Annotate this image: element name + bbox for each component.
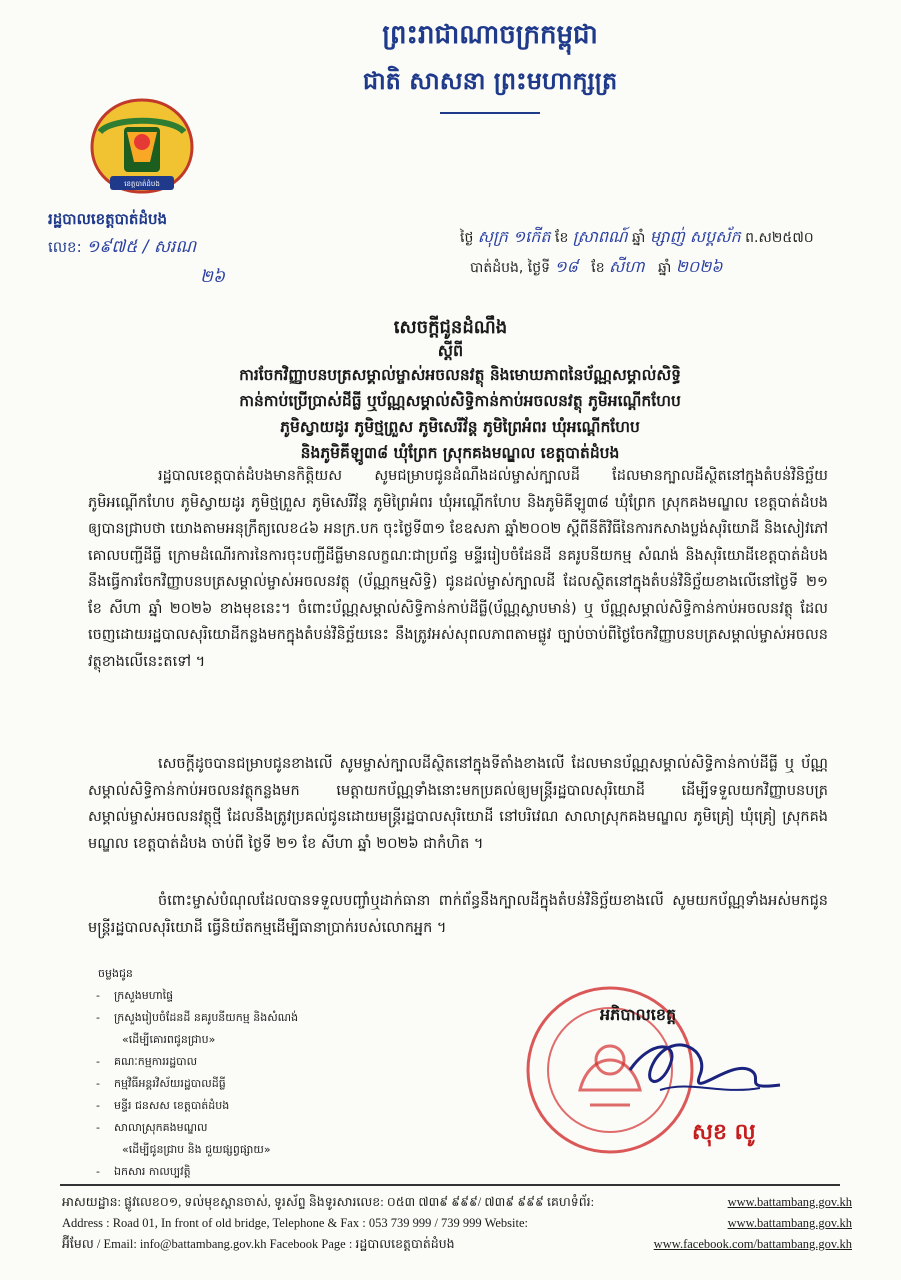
sender-organization: រដ្ឋបាលខេត្តបាត់ដំបង — [48, 210, 168, 228]
ref-prefix: លេខ: — [48, 238, 82, 256]
subject-line: ការចែកវិញ្ញាបនបត្រសម្គាល់ម្ចាស់អចលនវត្ថុ និងមោឃភាពនៃប័ណ្ណសម្គាល់សិទ្ធិ — [239, 366, 681, 384]
ref-number: ១៩៧៥ / សរណ — [86, 237, 197, 257]
recipient-note: «ដើម្បីគោរពជូនជ្រាប» — [122, 1033, 216, 1046]
year-prefix: ឆ្នាំ — [657, 260, 672, 276]
lunar-year: ម្សាញ់ សប្តស័ក — [649, 227, 741, 246]
emblem-label: ខេត្តបាត់ដំបង — [124, 180, 160, 188]
lunar-day: សុក្រ ១កើត — [477, 227, 551, 246]
gregorian-date — [470, 256, 723, 280]
lunar-year-prefix: ឆ្នាំ — [632, 230, 646, 246]
website-link[interactable]: www.battambang.gov.kh — [727, 1216, 852, 1230]
subject-line: ភូមិស្វាយដូរ ភូមិថ្មព្រួស ភូមិសេរីវ័ន្ត ភូមិព្រៃអំពរ ឃុំអណ្តើកហែប — [280, 418, 640, 436]
header-divider — [440, 112, 540, 114]
handwritten-signature-icon — [620, 1030, 790, 1110]
place-prefix: បាត់ដំបង, ថ្ងៃទី — [470, 260, 550, 276]
ref-year: ២៦ — [200, 267, 225, 287]
address-en: Address : Road 01, In front of old bridge, Telephone & Fax : 053 739 999 / 739 999 Website: — [62, 1216, 529, 1230]
document-subtitle: ស្តីពី — [437, 341, 464, 360]
recipients-list — [88, 963, 298, 1183]
document-subject — [90, 362, 830, 466]
email-line: អ៊ីមែល / Email: info@battambang.gov.kh Facebook Page : រដ្ឋបាលខេត្តបាត់ដំបង — [62, 1237, 455, 1251]
body-paragraph-1 — [88, 463, 828, 675]
month-prefix: ខែ — [591, 260, 605, 276]
year: ២០២៦ — [675, 257, 723, 276]
signatory-title: អភិបាលខេត្ត — [600, 1005, 677, 1024]
subject-line: កាន់កាប់ប្រើប្រាស់ដីធ្លី ឬប័ណ្ណសម្គាល់សិទ្ធិកាន់កាប់អចលនវត្ថុ ភូមិអណ្តើកហែប — [239, 392, 681, 410]
recipient-item: - ក្រសួងរៀបចំដែនដី នគរូបនីយកម្ម និងសំណង់ — [88, 1007, 298, 1029]
footer-line-kh — [62, 1192, 852, 1213]
address-kh: អាសយដ្ឋាន: ផ្លូវលេខ០១, ទល់មុខស្ពានចាស់, ទូរស័ព្ទ និងទូរសារលេខ: ០៥៣ ៧៣៩ ៩៩៩/ ៧៣៩ ៩៩៩ គេហទំព័រ: — [62, 1195, 595, 1209]
footer-line-contact — [62, 1234, 852, 1255]
website-link[interactable]: www.battambang.gov.kh — [727, 1195, 852, 1209]
lunar-month-prefix: ខែ — [555, 230, 569, 246]
document-title: សេចក្តីជូនដំណឹង — [393, 317, 508, 338]
national-motto: ជាតិ សាសនា ព្រះមហាក្សត្រ — [362, 67, 618, 95]
month: សីហា — [609, 257, 645, 276]
reference-number — [48, 236, 196, 261]
recipient-item: - ឯកសារ កាលប្បវត្តិ — [88, 1161, 298, 1183]
signatory-name: សុខ លូ — [692, 1120, 756, 1145]
lunar-day-prefix: ថ្ងៃ — [460, 230, 474, 246]
recipient-item: - កម្មវិធីអន្តរវិស័យរដ្ឋបាលដីធ្លី — [88, 1073, 298, 1095]
kingdom-heading: ព្រះរាជាណាចក្រកម្ពុជា — [382, 20, 598, 50]
recipient-note: «ដើម្បីជូនជ្រាប និង ជួយផ្សព្វផ្សាយ» — [122, 1143, 271, 1156]
footer-line-en — [62, 1213, 852, 1234]
recipient-item: - មន្ទីរ ជនសស ខេត្តបាត់ដំបង — [88, 1095, 298, 1117]
provincial-emblem-icon — [82, 92, 202, 202]
recipients-heading: ចម្លងជូន — [98, 967, 133, 980]
recipient-item: - ក្រសួងមហាផ្ទៃ — [88, 985, 298, 1007]
subject-line: និងភូមិគីឡូ៣៨ ឃុំព្រែក ស្រុកគងមណ្ឌល ខេត្តបាត់ដំបង — [300, 444, 620, 462]
footer-divider — [60, 1184, 840, 1186]
facebook-link[interactable]: www.facebook.com/battambang.gov.kh — [653, 1237, 852, 1251]
paragraph-text: ចំពោះម្ចាស់បំណុលដែលបានទទួលបញ្ចាំឬដាក់ធានា ពាក់ព័ន្ធនឹងក្បាលដីក្នុងតំបន់វិនិច្ឆ័យខាងលើ សូមយកប័ណ្ណទាំងអស់មកជូនមន្ត្រីរដ្ឋបាលសុរិយោដី ធ្វើនិយ័តកម្មដើម្បីធានាប្រាក់របស់លោកអ្នក ។ — [88, 893, 828, 936]
recipient-item: - សាលាស្រុកគងមណ្ឌល — [88, 1117, 298, 1139]
body-paragraph-3 — [88, 888, 828, 941]
body-paragraph-2 — [88, 751, 828, 857]
recipient-item: - គណៈកម្មការរដ្ឋបាល — [88, 1051, 298, 1073]
footer — [62, 1192, 852, 1255]
lunar-date — [460, 226, 814, 250]
buddhist-era-year: ព.ស២៥៧០ — [745, 230, 814, 246]
day: ១៨ — [554, 257, 578, 276]
paragraph-text: រដ្ឋបាលខេត្តបាត់ដំបងមានកិត្តិយស សូមជម្រាបជូនដំណឹងដល់ម្ចាស់ក្បាលដី ដែលមានក្បាលដីស្ថិតនៅក្នុងតំបន់វិនិច្ឆ័យ ភូមិអណ្តើកហែប ភូមិស្វាយដូរ ភូមិថ្មព្រួស ភូមិសេរីវ័ន្ត ភូមិព្រៃអំពរ ឃុំអណ្តើកហែប និងភូមិគីឡូ៣៨ ឃុំព្រែក ស្រុកគងមណ្ឌល ខេត្តបាត់ដំបង ឲ្យបានជ្រាបថា យោងតាមអនុក្រឹត្យលេខ៤៦ អនក្រ.បក ចុះថ្ងៃទី៣១ ខែឧសភា ឆ្នាំ២០០២ ស្តីពីនីតិវិធីនៃការកសាងប្លង់សុរិយោដី និងសៀវភៅគោលបញ្ជីដីធ្លី ក្រោមដំណើរការនៃការចុះបញ្ជីដីធ្លីមានលក្ខណៈជាប្រព័ន្ធ មន្ទីររៀបចំដែនដី នគរូបនីយកម្ម សំណង់ និងសុរិយោដីខេត្តបាត់ដំបង នឹងធ្វើការចែកវិញ្ញាបនបត្រសម្គាល់ម្ចាស់អចលនវត្ថុ (ប័ណ្ណកម្មសិទ្ធិ) ជូនដល់ម្ចាស់ក្បាលដី ដែលស្ថិតនៅក្នុងតំបន់វិនិច្ឆ័យខាងលើនៅថ្ងៃទី ២១ ខែ សីហា ឆ្នាំ ២០២៦ ខាងមុខនេះ។ ចំពោះប័ណ្ណសម្គាល់សិទ្ធិកាន់កាប់ដីធ្លី(ប័ណ្ណស្លាបមាន់) ឬ ប័ណ្ណសម្គាល់សិទ្ធិកាន់កាប់អចលនវត្ថុ ដែលចេញដោយរដ្ឋបាលសុរិយោដីកន្លងមកក្នុងតំបន់វិនិច្ឆ័យនេះ នឹងត្រូវអស់សុពលភាពតាមផ្លូវ ច្បាប់ចាប់ពីថ្ងៃចែកវិញ្ញាបនបត្រសម្គាល់ម្ចាស់អចលនវត្ថុខាងលើនេះតទៅ ។ — [88, 468, 828, 670]
lunar-month: ស្រាពណ៍ — [572, 227, 628, 246]
paragraph-text: សេចក្តីដូចបានជម្រាបជូនខាងលើ សូមម្ចាស់ក្បាលដីស្ថិតនៅក្នុងទីតាំងខាងលើ ដែលមានប័ណ្ណសម្គាល់សិទ្ធិកាន់កាប់ដីធ្លី ឬ ប័ណ្ណសម្គាល់សិទ្ធិកាន់កាប់អចលនវត្ថុកន្លងមក មេត្តាយកប័ណ្ណទាំងនោះមកប្រគល់ឲ្យមន្ត្រីរដ្ឋបាលសុរិយោដី ដើម្បីទទួលយកវិញ្ញាបនបត្រសម្គាល់ម្ចាស់អចលនវត្ថុថ្មី ដែលនឹងត្រូវប្រគល់ជូនដោយមន្ត្រីរដ្ឋបាលសុរិយោដី នៅបរិវេណ សាលាស្រុកគងមណ្ឌល ភូមិគ្រៀ ឃុំគ្រៀ ស្រុកគងមណ្ឌល ខេត្តបាត់ដំបង ចាប់ពី ថ្ងៃទី ២១ ខែ សីហា ឆ្នាំ ២០២៦ ជាកំហិត ។ — [88, 756, 828, 852]
